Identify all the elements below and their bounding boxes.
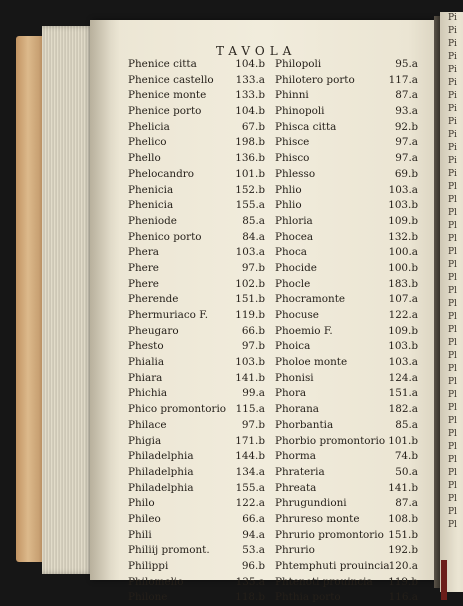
folio-reference: 152.b — [235, 183, 265, 196]
facing-page-line: Pi — [448, 117, 457, 127]
index-entry — [128, 261, 265, 277]
index-entry — [275, 434, 418, 450]
place-name: Phili — [128, 528, 152, 541]
folio-reference: 144.b — [235, 450, 265, 463]
index-entry — [128, 57, 265, 73]
folio-reference: 104.b — [235, 105, 265, 118]
index-entry — [128, 104, 265, 120]
facing-page-line: Pl — [448, 481, 457, 491]
index-entry — [275, 120, 418, 136]
facing-page-line: Pl — [448, 195, 457, 205]
page-edges — [42, 26, 94, 574]
folio-reference: 99.a — [242, 387, 265, 400]
index-entry — [275, 308, 418, 324]
folio-reference: 84.a — [242, 230, 265, 243]
index-entry — [275, 135, 418, 151]
folio-reference: 103.b — [235, 356, 265, 369]
folio-reference: 141.b — [235, 371, 265, 384]
folio-reference: 124.a — [388, 371, 418, 384]
place-name: Phrurio — [275, 544, 315, 557]
place-name: Phrureso monte — [275, 512, 360, 525]
index-entry — [275, 277, 418, 293]
folio-reference: 122.a — [388, 309, 418, 321]
index-entry — [128, 418, 265, 434]
index-entry — [128, 292, 265, 308]
folio-reference: 50.a — [395, 465, 418, 478]
folio-reference: 104.b — [235, 58, 265, 70]
index-entry — [128, 245, 265, 261]
place-name: Phenico porto — [128, 230, 202, 243]
index-entry — [275, 73, 418, 89]
place-name: Phigia — [128, 434, 162, 447]
index-entry — [128, 73, 265, 89]
facing-page-line: Pl — [448, 520, 457, 530]
facing-page-line: Pi — [448, 169, 457, 179]
facing-page-line: Pi — [448, 26, 457, 36]
folio-reference: 103.a — [388, 356, 418, 369]
place-name: Phialia — [128, 356, 165, 369]
folio-reference: 85.a — [242, 214, 265, 227]
folio-reference: 119.b — [235, 309, 265, 321]
index-entry — [275, 418, 418, 434]
folio-reference: 69.b — [394, 167, 418, 180]
folio-reference: 100.a — [388, 246, 418, 259]
index-entry — [275, 214, 418, 230]
folio-reference: 122.a — [235, 497, 265, 510]
folio-reference: 100.b — [388, 261, 418, 274]
place-name: Phenice castello — [128, 73, 214, 86]
index-entry — [275, 465, 418, 481]
facing-page-line: Pi — [448, 52, 457, 62]
folio-reference: 198.b — [235, 136, 265, 149]
folio-reference: 97.a — [395, 136, 418, 149]
index-column-left — [128, 57, 265, 606]
folio-reference: 103.a — [235, 246, 265, 259]
place-name: Phlio — [275, 183, 302, 196]
index-entry — [275, 230, 418, 246]
index-entry — [128, 449, 265, 465]
folio-reference: 103.b — [388, 340, 418, 353]
index-entry — [275, 590, 418, 606]
folio-reference: 134.a — [235, 465, 265, 478]
index-entry — [128, 183, 265, 199]
facing-page-line: Pl — [448, 416, 457, 426]
place-name: Philadelphia — [128, 481, 194, 494]
place-name: Phenice citta — [128, 58, 197, 70]
folio-reference: 182.a — [388, 403, 418, 416]
folio-reference: 95.a — [395, 58, 418, 70]
index-entry — [128, 230, 265, 246]
folio-reference: 97.a — [395, 152, 418, 165]
index-entry — [275, 292, 418, 308]
facing-page-line: Pi — [448, 13, 457, 23]
place-name: Phichia — [128, 387, 168, 400]
place-name: Phileo — [128, 512, 161, 525]
place-name: Phinni — [275, 89, 309, 102]
facing-page-line: Pl — [448, 234, 457, 244]
bookmark-ribbon — [441, 560, 447, 600]
place-name: Phenicia — [128, 199, 174, 212]
index-entry — [275, 198, 418, 214]
index-entry — [128, 167, 265, 183]
index-entry — [128, 355, 265, 371]
facing-page-line: Pi — [448, 65, 457, 75]
index-entry — [128, 434, 265, 450]
facing-page-line: Pi — [448, 39, 457, 49]
index-entry — [275, 543, 418, 559]
facing-page-line: Pl — [448, 221, 457, 231]
folio-reference: 155.a — [235, 481, 265, 494]
place-name: Phenice monte — [128, 89, 207, 102]
place-name: Phocuse — [275, 309, 319, 321]
place-name: Phorana — [275, 403, 319, 416]
place-name: Phenicia — [128, 183, 174, 196]
index-entry — [128, 402, 265, 418]
index-entry — [128, 512, 265, 528]
index-entry — [128, 324, 265, 340]
facing-page-line: Pl — [448, 442, 457, 452]
index-entry — [128, 465, 265, 481]
place-name: Phiara — [128, 371, 163, 384]
index-entry — [275, 339, 418, 355]
place-name: Phocide — [275, 261, 317, 274]
place-name: Phocramonte — [275, 293, 346, 306]
index-entry — [128, 308, 265, 324]
folio-reference: 120.a — [388, 560, 418, 572]
place-name: Phloria — [275, 214, 313, 227]
index-entry — [275, 57, 418, 73]
place-name: Phrateria — [275, 465, 325, 478]
place-name: Phlesso — [275, 167, 316, 180]
folio-reference: 151.b — [235, 293, 265, 306]
folio-reference: 118.b — [235, 591, 265, 604]
index-entry — [128, 481, 265, 497]
index-entry — [128, 120, 265, 136]
index-entry — [128, 543, 265, 559]
folio-reference: 141.b — [388, 481, 418, 494]
folio-reference: 97.b — [241, 418, 265, 431]
index-entry — [275, 371, 418, 387]
index-entry — [128, 371, 265, 387]
facing-page-line: Pl — [448, 312, 457, 322]
folio-reference: 133.a — [235, 73, 265, 86]
place-name: Pherende — [128, 293, 179, 306]
facing-page-line: Pl — [448, 208, 457, 218]
index-entry — [275, 528, 418, 544]
index-entry — [275, 575, 418, 591]
facing-page-line: Pl — [448, 455, 457, 465]
place-name: Phelico — [128, 136, 167, 149]
folio-reference: 102.b — [235, 277, 265, 290]
facing-page-line: Pl — [448, 247, 457, 257]
place-name: Phoca — [275, 246, 307, 259]
place-name: Phthia porto — [275, 591, 341, 604]
index-entry — [128, 88, 265, 104]
folio-reference: 103.b — [388, 199, 418, 212]
folio-reference: 93.a — [395, 105, 418, 118]
place-name: Phlio — [275, 199, 302, 212]
index-entry — [275, 88, 418, 104]
folio-reference: 74.b — [394, 450, 418, 463]
folio-reference: 119.b — [388, 575, 418, 588]
place-name: Philadelphia — [128, 450, 194, 463]
place-name: Phico promontorio — [128, 403, 227, 416]
folio-reference: 109.b — [388, 214, 418, 227]
place-name: Philomelio — [128, 575, 184, 588]
place-name: Phrurio promontorio — [275, 528, 384, 541]
folio-reference: 135.a — [235, 575, 265, 588]
folio-reference: 87.a — [395, 497, 418, 510]
index-entry — [275, 151, 418, 167]
index-entry — [128, 339, 265, 355]
index-entry — [275, 104, 418, 120]
facing-page-line: Pi — [448, 78, 457, 88]
index-entry — [128, 198, 265, 214]
index-entry — [275, 355, 418, 371]
folio-reference: 85.a — [395, 418, 418, 431]
facing-page-line: Pl — [448, 377, 457, 387]
place-name: Phisce — [275, 136, 310, 149]
facing-page-line: Pl — [448, 299, 457, 309]
folio-reference: 53.a — [242, 544, 265, 557]
index-entry — [128, 575, 265, 591]
folio-reference: 94.a — [242, 528, 265, 541]
place-name: Phrugundioni — [275, 497, 347, 510]
facing-page-line: Pi — [448, 130, 457, 140]
facing-page-line: Pl — [448, 403, 457, 413]
facing-page-line: Pi — [448, 156, 457, 166]
folio-reference: 87.a — [395, 89, 418, 102]
place-name: Phreata — [275, 481, 317, 494]
place-name: Phonisi — [275, 371, 314, 384]
index-entry — [275, 183, 418, 199]
place-name: Phere — [128, 277, 159, 290]
index-entry — [275, 324, 418, 340]
place-name: Philace — [128, 418, 167, 431]
place-name: Pheugaro — [128, 324, 179, 337]
place-name: Phorbantia — [275, 418, 334, 431]
facing-page-line: Pl — [448, 390, 457, 400]
place-name: Phello — [128, 152, 161, 165]
folio-reference: 136.b — [235, 152, 265, 165]
place-name: Phocle — [275, 277, 311, 290]
facing-page-line: Pl — [448, 273, 457, 283]
index-entry — [275, 449, 418, 465]
index-entry — [128, 151, 265, 167]
index-entry — [128, 386, 265, 402]
index-entry — [275, 496, 418, 512]
place-name: Pholoe monte — [275, 356, 348, 369]
folio-reference: 66.b — [241, 324, 265, 337]
facing-page-line: Pi — [448, 91, 457, 101]
facing-page-line: Pl — [448, 507, 457, 517]
facing-page-line: Pl — [448, 325, 457, 335]
place-name: Phtemphuti prouincia — [275, 560, 390, 572]
index-entry — [128, 528, 265, 544]
facing-page-line: Pl — [448, 182, 457, 192]
facing-page-line: Pl — [448, 364, 457, 374]
place-name: Philadelphia — [128, 465, 194, 478]
index-entry — [275, 261, 418, 277]
place-name: Phermuriaco F. — [128, 309, 209, 321]
folio-reference: 108.b — [388, 512, 418, 525]
folio-reference: 107.a — [388, 293, 418, 306]
folio-reference: 92.b — [394, 120, 418, 133]
index-entry — [128, 277, 265, 293]
place-name: Pheniode — [128, 214, 177, 227]
facing-page-line: Pi — [448, 104, 457, 114]
folio-reference: 132.b — [388, 230, 418, 243]
place-name: Phoica — [275, 340, 311, 353]
index-entry — [128, 496, 265, 512]
folio-reference: 117.a — [388, 73, 418, 86]
folio-reference: 97.b — [241, 261, 265, 274]
index-column-right — [275, 57, 418, 606]
folio-reference: 101.b — [388, 434, 418, 447]
folio-reference: 151.b — [388, 528, 418, 541]
place-name: Philo — [128, 497, 155, 510]
index-entry — [275, 481, 418, 497]
place-name: Phora — [275, 387, 307, 400]
folio-reference: 116.a — [388, 591, 418, 604]
place-name: Phtenoti prouincia — [275, 575, 373, 588]
index-entry — [275, 512, 418, 528]
place-name: Phisco — [275, 152, 310, 165]
index-entry — [128, 135, 265, 151]
folio-reference: 192.b — [388, 544, 418, 557]
folio-reference: 67.b — [241, 120, 265, 133]
place-name: Philopoli — [275, 58, 322, 70]
index-entry — [275, 386, 418, 402]
facing-page-line: Pl — [448, 429, 457, 439]
index-entry — [128, 590, 265, 606]
folio-reference: 101.b — [235, 167, 265, 180]
place-name: Phelocandro — [128, 167, 194, 180]
facing-page-line: Pl — [448, 338, 457, 348]
facing-page-line: Pl — [448, 494, 457, 504]
place-name: Phocea — [275, 230, 314, 243]
place-name: Phesto — [128, 340, 164, 353]
place-name: Phisca citta — [275, 120, 337, 133]
place-name: Philippi — [128, 560, 169, 572]
folio-reference: 97.b — [241, 340, 265, 353]
folio-reference: 183.b — [388, 277, 418, 290]
place-name: Phenice porto — [128, 105, 202, 118]
folio-reference: 133.b — [235, 89, 265, 102]
facing-page-line: Pl — [448, 286, 457, 296]
index-entry — [128, 214, 265, 230]
folio-reference: 151.a — [388, 387, 418, 400]
index-entry — [128, 559, 265, 575]
facing-page-line: Pl — [448, 351, 457, 361]
place-name: Philiij promont. — [128, 544, 210, 557]
facing-page — [440, 12, 463, 592]
place-name: Phinopoli — [275, 105, 325, 118]
index-entry — [275, 245, 418, 261]
facing-page-line: Pl — [448, 260, 457, 270]
place-name: Philotero porto — [275, 73, 355, 86]
index-entry — [275, 559, 418, 575]
facing-page-line: Pl — [448, 468, 457, 478]
folio-reference: 109.b — [388, 324, 418, 337]
folio-reference: 96.b — [241, 560, 265, 572]
index-entry — [275, 402, 418, 418]
place-name: Phoemio F. — [275, 324, 333, 337]
folio-reference: 115.a — [235, 403, 265, 416]
place-name: Phera — [128, 246, 159, 259]
folio-reference: 103.a — [388, 183, 418, 196]
place-name: Phorma — [275, 450, 316, 463]
place-name: Phorbio promontorio — [275, 434, 386, 447]
place-name: Phere — [128, 261, 159, 274]
place-name: Philone — [128, 591, 168, 604]
folio-reference: 155.a — [235, 199, 265, 212]
page-heading: TAVOLA — [216, 44, 297, 58]
index-entry — [275, 167, 418, 183]
place-name: Phelicia — [128, 120, 170, 133]
facing-page-line: Pi — [448, 143, 457, 153]
folio-reference: 66.a — [242, 512, 265, 525]
folio-reference: 171.b — [235, 434, 265, 447]
